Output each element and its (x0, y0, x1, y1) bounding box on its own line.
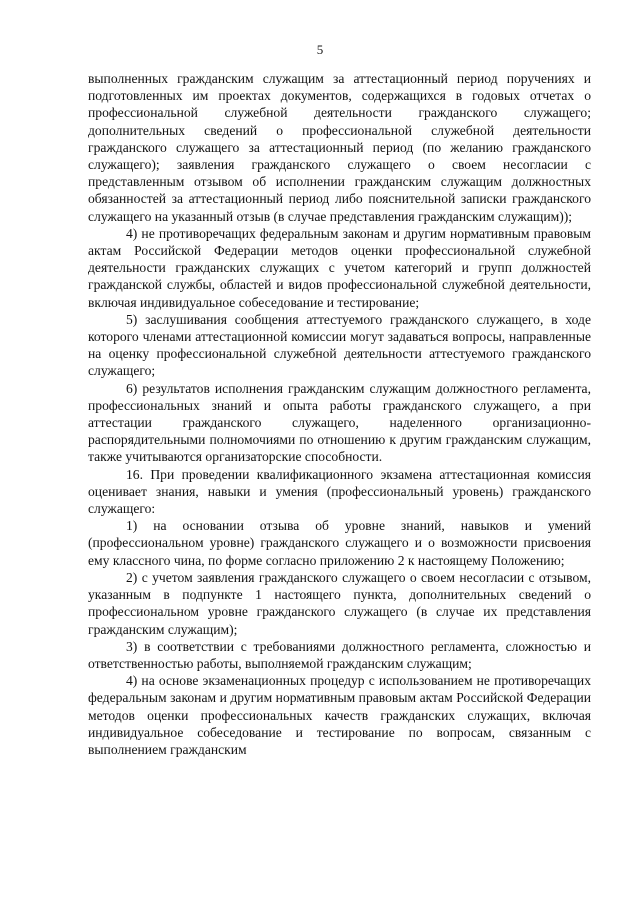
paragraph-item-5: 5) заслушивания сообщения аттестуемого гражданского служащего, в ходе которого членами аттестационной комиссии могут задаваться вопросы, направленные на оценку профессиональной служебной деятельности аттестуемого гражданского служащего; (88, 311, 591, 379)
paragraph-item-4: 4) не противоречащих федеральным законам и другим нормативным правовым актам Российской Федерации методов оценки профессиональной служебной деятельности гражданских служащих с учетом категорий и групп должностей гражданской службы, областей и видов профессиональной служебной деятельности, включая индивидуальное собеседование и тестирование; (88, 225, 591, 310)
page-number: 5 (316, 42, 324, 57)
paragraph-section-16-item-1: 1) на основании отзыва об уровне знаний, навыков и умений (профессиональном уровне) гражданского служащего и о возможности присвоения ему классного чина, по форме согласно приложению 2 к настоящему Положению; (88, 518, 591, 568)
paragraph-section-16-item-2: 2) с учетом заявления гражданского служащего о своем несогласии с отзывом, указанным в подпункте 1 настоящего пункта, дополнительных сведений о профессиональном уровне гражданского служащего (в случае их представления гражданским служащим); (88, 569, 591, 637)
paragraph-item-6: 6) результатов исполнения гражданским служащим должностного регламента, профессиональных знаний и опыта работы гражданского служащего, а при аттестации гражданского служащего, наделенного организационно-распорядительными полномочиями по отношению к другим гражданским служащим, также учитываются организаторские способности. (88, 380, 591, 465)
document-body (88, 70, 591, 758)
paragraph-section-16-item-4: 4) на основе экзаменационных процедур с использованием не противоречащих федеральным законам и другим нормативным правовым актам Российской Федерации методов оценки профессиональных качеств гражданских служащих, включая индивидуальное собеседование и тестирование по вопросам, связанным с выполнением гражданским (88, 673, 591, 757)
paragraph-section-16: 16. При проведении квалификационного экзамена аттестационная комиссия оценивает знания, навыки и умения (профессиональный уровень) гражданского служащего: (88, 466, 591, 517)
paragraph-section-16-item-3: 3) в соответствии с требованиями должностного регламента, сложностью и ответственностью работы, выполняемой гражданским служащим; (88, 638, 591, 671)
paragraph-continuation: выполненных гражданским служащим за аттестационный период поручениях и подготовленных им проектах документов, содержащихся в годовых отчетах о профессиональной служебной деятельности гражданского служащего; дополнительных сведений о профессиональной служебной деятельности гражданского служащего за аттестационный период (по желанию гражданского служащего); заявления гражданского служащего о своем несогласии с представленным отзывом об исполнении гражданским служащим должностных обязанностей за аттестационный период либо пояснительной записки гражданского служащего на указанный отзыв (в случае представления гражданским служащим)); (88, 71, 591, 224)
